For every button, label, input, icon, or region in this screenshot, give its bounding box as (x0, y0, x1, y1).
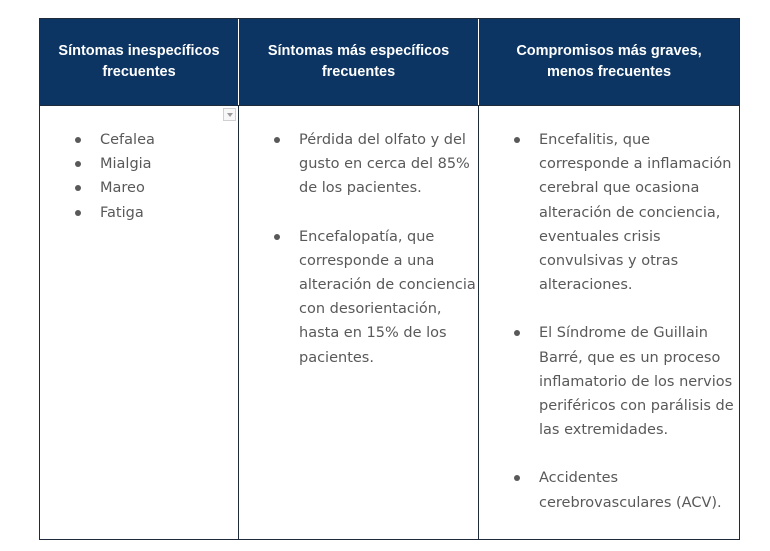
body-cell-specific[interactable] (239, 105, 479, 539)
header-cell-severe (479, 19, 739, 105)
list-item: Mialgia (100, 152, 155, 176)
bullet-dot-icon (75, 210, 81, 216)
bullet-list (539, 128, 739, 515)
list-item: Mareo (100, 176, 155, 200)
bullet-dot-icon (514, 330, 520, 336)
bullet-dot-icon (274, 137, 280, 143)
bullet-list (100, 128, 155, 225)
header-label: Síntomas más específicos frecuentes (267, 43, 450, 80)
header-label: Síntomas inespecíficos frecuentes (58, 43, 220, 80)
bullet-dot-icon (75, 185, 81, 191)
bullet-dot-icon (274, 234, 280, 240)
list-item: Pérdida del olfato y del gusto en cerca del 85% de los pacientes. (299, 128, 479, 201)
list-item: Accidentes cerebrovasculares (ACV). (539, 466, 739, 514)
header-label: Compromisos más graves, menos frecuentes (516, 43, 702, 80)
bullet-dot-icon (75, 161, 81, 167)
body-cell-severe[interactable] (479, 105, 739, 539)
list-item: Encefalitis, que corresponde a inflamación cerebral que ocasiona alteración de conciencia, eventuales crisis convulsivas y otras alteraciones. (539, 128, 739, 297)
bullet-dot-icon (75, 137, 81, 143)
header-cell-nonspecific (40, 19, 239, 105)
body-cell-nonspecific[interactable] (40, 105, 239, 539)
list-item: El Síndrome de Guillain Barré, que es un proceso inflamatorio de los nervios periféricos con parálisis de las extremidades. (539, 321, 739, 442)
bullet-dot-icon (514, 137, 520, 143)
list-item: Encefalopatía, que corresponde a una alteración de conciencia con desorientación, hasta en 15% de los pacientes. (299, 225, 479, 370)
list-item: Cefalea (100, 128, 155, 152)
header-cell-specific (239, 19, 479, 105)
symptoms-table (39, 18, 740, 540)
chevron-down-icon[interactable] (223, 108, 236, 121)
bullet-dot-icon (514, 475, 520, 481)
bullet-list (299, 128, 479, 370)
list-item: Fatiga (100, 201, 155, 225)
